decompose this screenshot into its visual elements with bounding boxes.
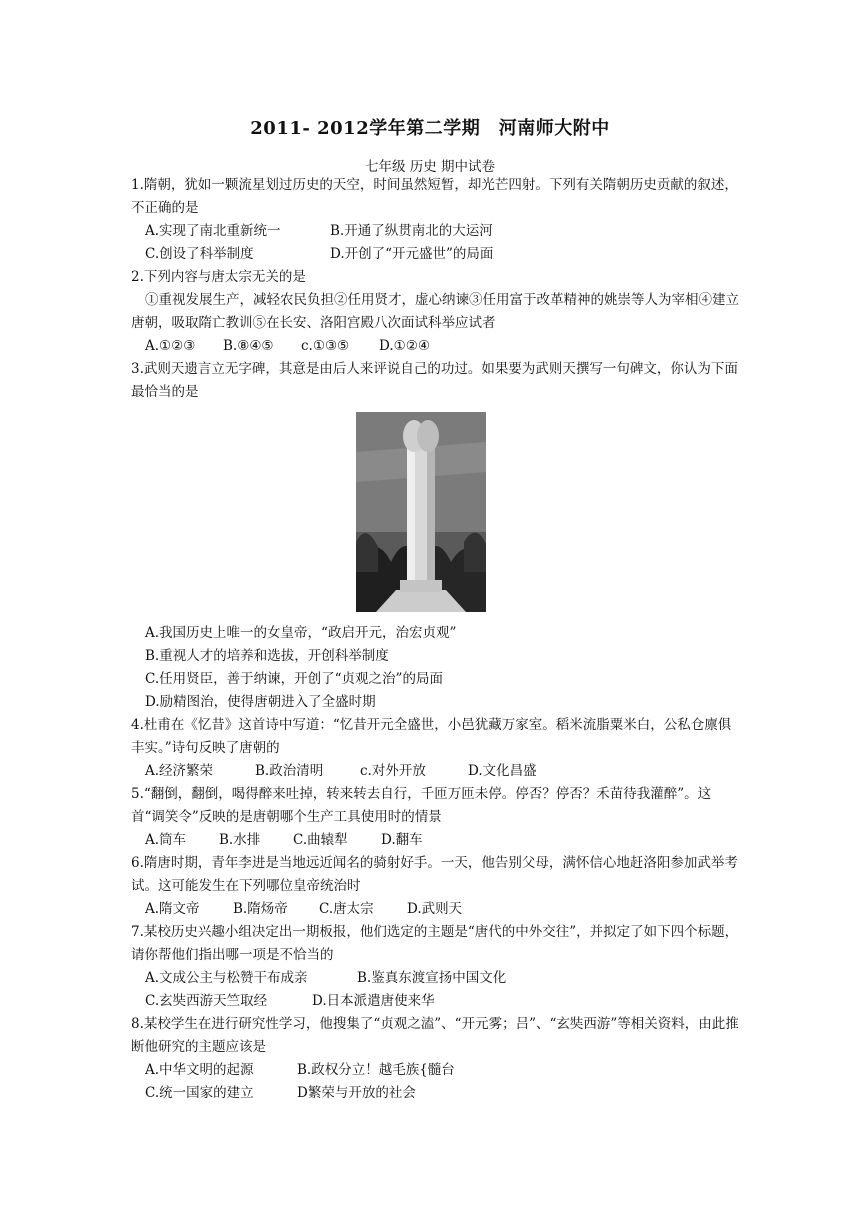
option: C.唐太宗 <box>319 901 374 917</box>
option: D.开创了“开元盛世”的局面 <box>330 246 494 262</box>
question-1-stem: 1.隋朝，犹如一颗流星划过历史的天空，时间虽然短暂，却光芒四射。下列有关隋朝历史贡献的叙述，不正确的是 <box>131 177 738 216</box>
question-4-options <box>131 760 739 783</box>
question-3-stem: 3.武则天遗言立无字碑，其意是由后人来评说自己的功过。如果要为武则天撰写一句碑文，你认为下面最恰当的是 <box>131 361 738 400</box>
option: A.经济繁荣 <box>145 763 214 779</box>
question-7-stem: 7.某校历史兴趣小组决定出一期板报，他们选定的主题是“唐代的中外交往”，并拟定了如下四个标题，请你帮他们指出哪一项是不恰当的 <box>131 924 739 963</box>
option: C.创设了科举制度 <box>145 246 254 262</box>
question-3-option-b: B.重视人才的培养和选拔，开创科举制度 <box>145 648 389 664</box>
question-1-options-row2 <box>131 243 739 266</box>
option: A.隋文帝 <box>145 901 200 917</box>
question-3-option-c: C.任用贤臣，善于纳谏，开创了“贞观之治”的局面 <box>145 671 443 687</box>
stele-image <box>356 412 486 612</box>
question-3-option-d: D.励精图治，使得唐朝进入了全盛时期 <box>145 694 376 710</box>
option: B.隋炀帝 <box>233 901 288 917</box>
question-7-options-row2 <box>131 990 739 1013</box>
question-1-options <box>131 220 739 243</box>
question-7-options <box>131 967 739 990</box>
wordless-stele-photo <box>356 412 486 612</box>
option: D.日本派遣唐使来华 <box>312 993 435 1009</box>
option: D.①②④ <box>379 338 430 354</box>
question-2-options <box>131 335 739 358</box>
question-8-stem: 8.某校学生在进行研究性学习，他搜集了“贞观之溘”、“开元雾；吕”、“玄奘西游”等相关资料，由此推断他研究的主题应该是 <box>131 1016 739 1055</box>
option: c.①③⑤ <box>301 338 350 354</box>
question-list <box>131 174 739 1105</box>
question-5-stem: 5.“翻倒，翻倒，喝得醉来吐掉，转来转去自行，千匝万匝未停。停否？停否？禾苗待我灌醉”。这首“调笑令”反映的是唐朝哪个生产工具使用时的情景 <box>131 786 712 825</box>
option: D.翻车 <box>381 832 423 848</box>
option: A.①②③ <box>145 338 196 354</box>
question-4-stem: 4.杜甫在《忆昔》这首诗中写道：“忆昔开元全盛世，小邑犹藏万家室。稻米流脂粟米白，公私仓廪俱丰实。”诗句反映了唐朝的 <box>131 717 732 756</box>
option: c.对外开放 <box>360 763 426 779</box>
question-2-statements: ①重视发展生产，减轻农民负担②任用贤才，虚心纳谏③任用富于改革精神的姚崇等人为宰相④建立唐朝，吸取隋亡教训⑤在长安、洛阳宫殿八次面试科举应试者 <box>131 292 739 331</box>
option: C.曲辕犁 <box>293 832 348 848</box>
option: C.统一国家的建立 <box>145 1085 254 1101</box>
exam-subtitle: 七年级 历史 期中试卷 <box>364 159 496 175</box>
option: B.水排 <box>219 832 261 848</box>
option: C.玄奘西游天竺取经 <box>145 993 268 1009</box>
question-3-option-a: A.我国历史上唯一的女皇帝，“政启开元，治宏贞观” <box>145 625 457 641</box>
option: A.文成公主与松赞干布成亲 <box>145 970 308 986</box>
option: B.政治清明 <box>255 763 324 779</box>
option: B.政权分立！越毛族{髓台 <box>297 1062 455 1078</box>
option: D繁荣与开放的社会 <box>297 1085 416 1101</box>
option: B.鉴真东渡宣扬中国文化 <box>357 970 507 986</box>
option: D.武则天 <box>407 901 463 917</box>
question-8-options <box>131 1059 739 1082</box>
exam-title: 2011- 2012学年第二学期 河南师大附中 <box>250 118 610 139</box>
option: A.实现了南北重新统一 <box>145 223 281 239</box>
option: B.开通了纵贯南北的大运河 <box>330 223 493 239</box>
option: A.中华文明的起源 <box>145 1062 254 1078</box>
question-5-options <box>131 829 739 852</box>
question-8-options-row2 <box>131 1082 739 1105</box>
option: D.文化昌盛 <box>468 763 537 779</box>
question-6-stem: 6.隋唐时期，青年李进是当地远近闻名的骑射好手。一天，他告别父母，满怀信心地赶洛阳参加武举考试。这可能发生在下列哪位皇帝统治时 <box>131 855 738 894</box>
option: B.⑧④⑤ <box>223 338 274 354</box>
question-6-options <box>131 898 739 921</box>
option: A.筒车 <box>145 832 187 848</box>
question-2-stem: 2.下列内容与唐太宗无关的是 <box>131 269 306 285</box>
